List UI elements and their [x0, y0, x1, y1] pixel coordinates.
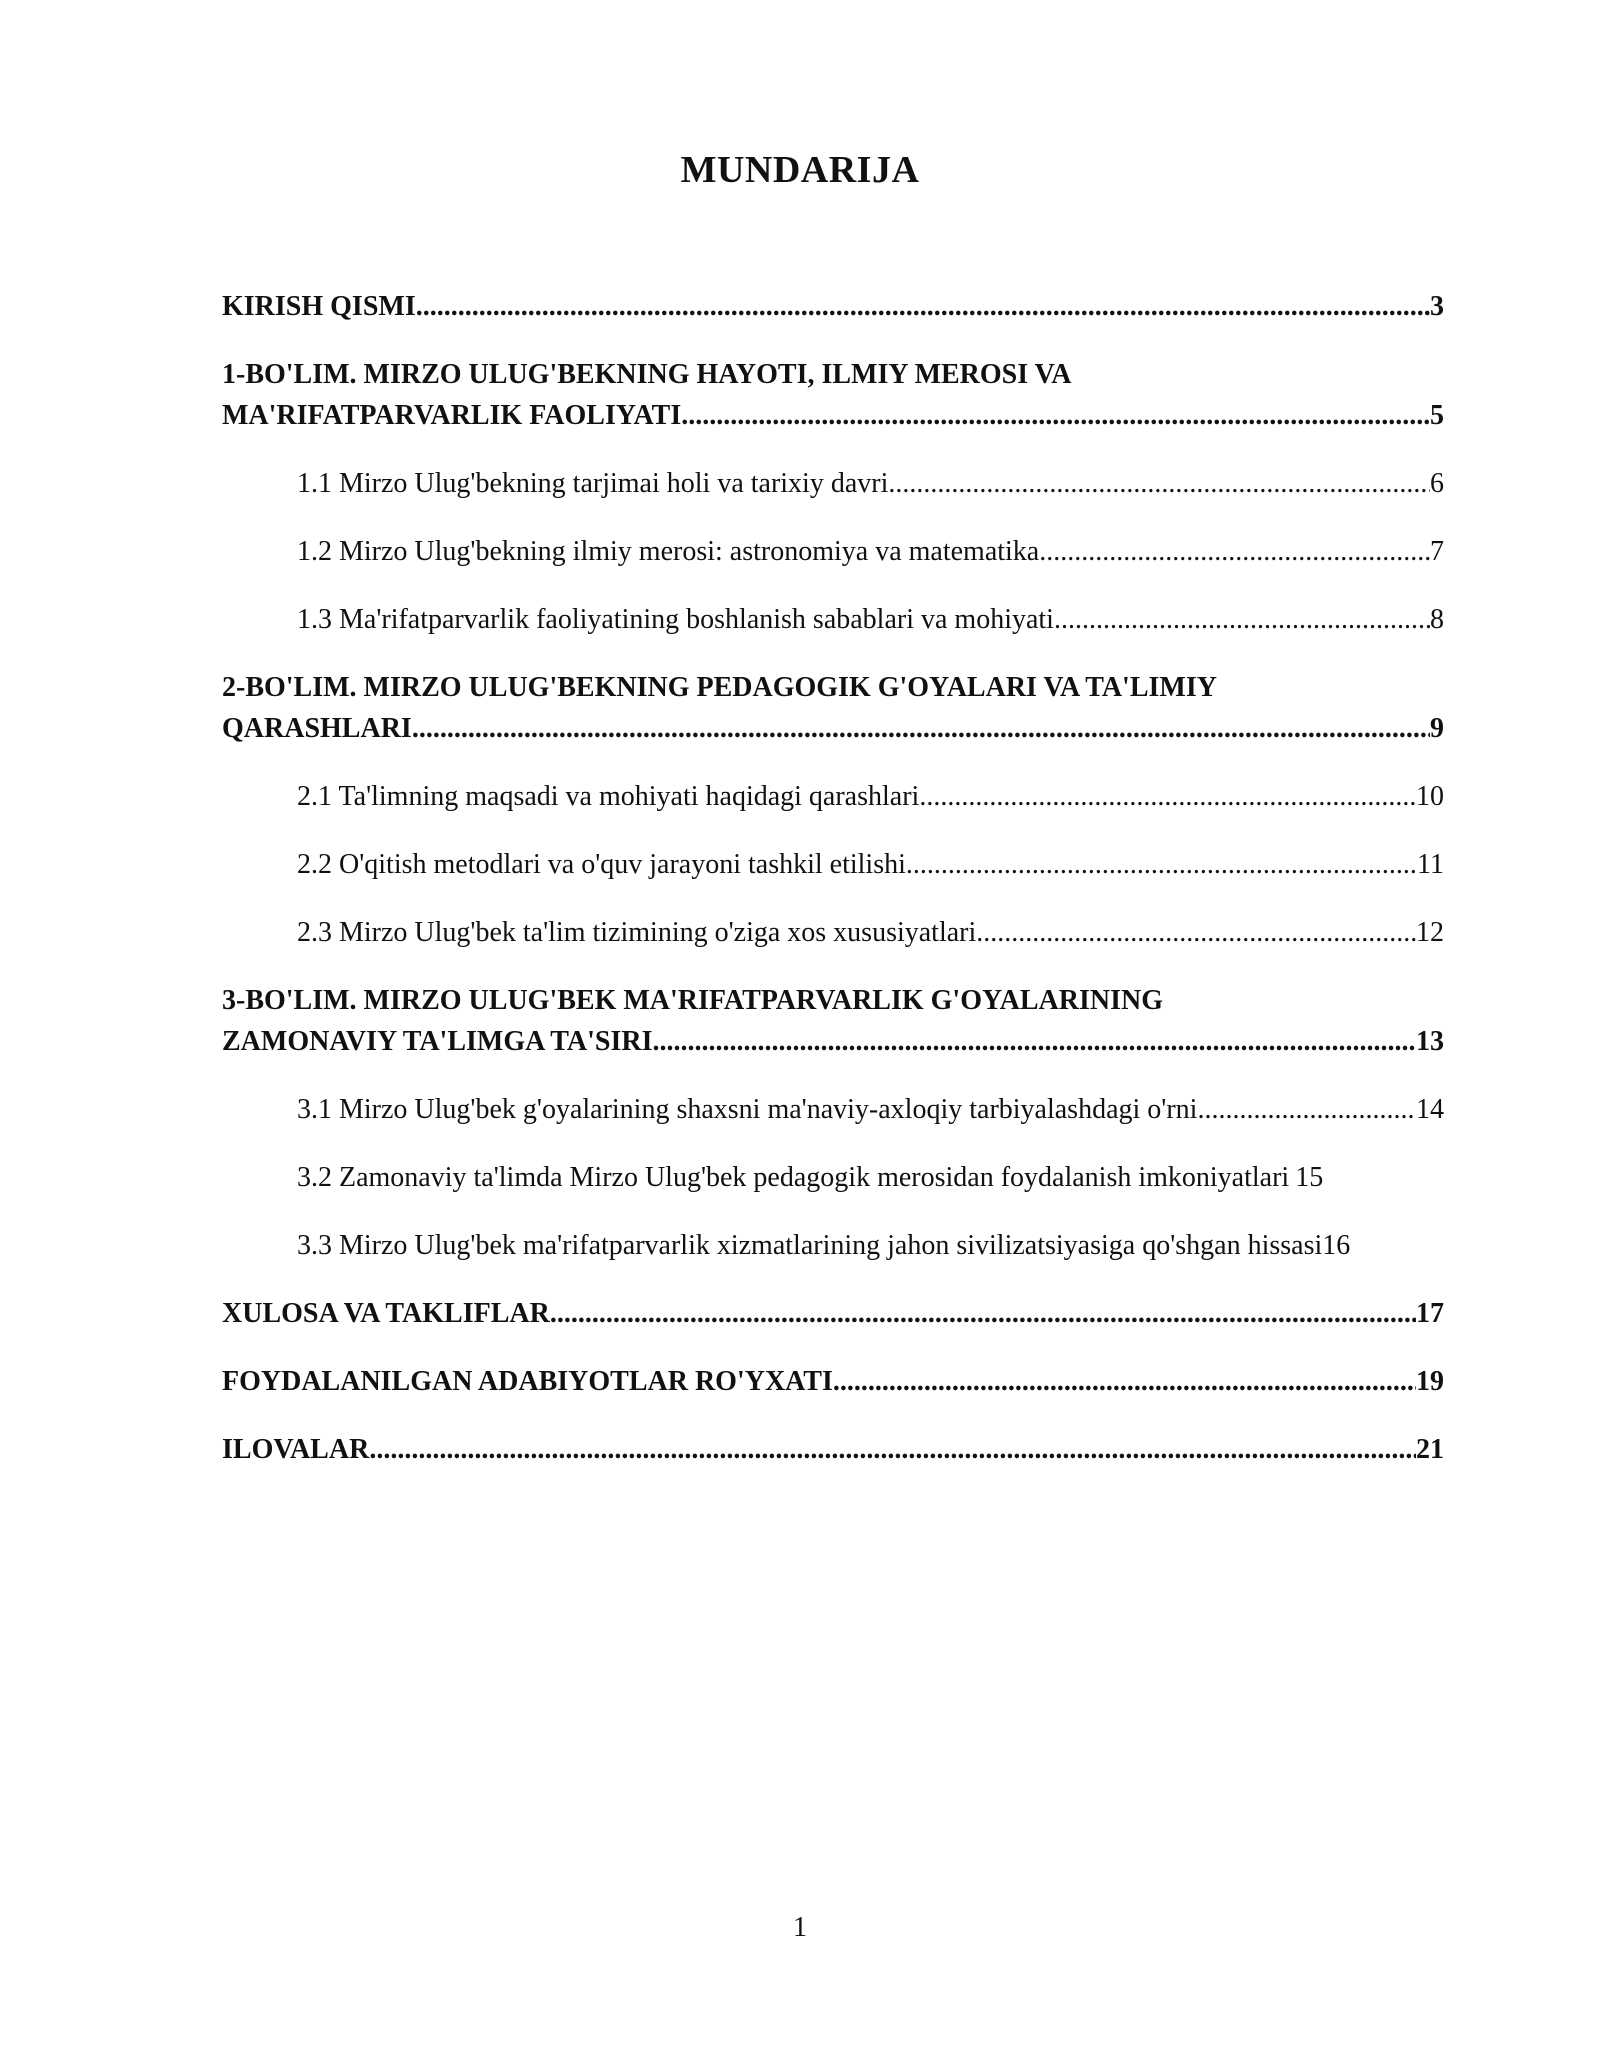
- toc-page-number: 15: [1295, 1162, 1324, 1193]
- toc-leader-dots: [550, 1293, 1416, 1334]
- toc-page-number: 14: [1416, 1094, 1444, 1125]
- toc-entry-text: XULOSA VA TAKLIFLAR: [222, 1298, 550, 1329]
- toc-page-number: 21: [1416, 1434, 1444, 1465]
- toc-entry-text: ZAMONAVIY TA'LIMGA TA'SIRI: [222, 1026, 653, 1057]
- toc-leader-dots: [652, 1021, 1416, 1062]
- toc-leader-dots: [416, 286, 1430, 327]
- toc-entry-text: QARASHLARI: [222, 713, 412, 744]
- toc-entry-3-3[interactable]: [222, 1225, 1444, 1266]
- toc-page-number: 10: [1416, 781, 1444, 812]
- toc-entry-2-3[interactable]: [222, 912, 1444, 953]
- toc-page-number: 17: [1416, 1298, 1444, 1329]
- toc-entry-text: MA'RIFATPARVARLIK FAOLIYATI: [222, 400, 682, 431]
- toc-page-number: 6: [1430, 468, 1444, 499]
- toc-page-number: 11: [1417, 849, 1444, 880]
- toc-leader-dots: [369, 1429, 1416, 1470]
- toc-entry-chapter-1[interactable]: [222, 354, 1444, 436]
- toc-entry-text: 2.3 Mirzo Ulug'bek ta'lim tizimining o'ziga xos xususiyatlari: [297, 917, 977, 948]
- toc-entry-3-1[interactable]: [222, 1089, 1444, 1130]
- page-title: MUNDARIJA: [680, 149, 920, 191]
- toc-leader-dots: [1039, 531, 1430, 572]
- toc-entry-1-1[interactable]: [222, 463, 1444, 504]
- toc-entry-1-3[interactable]: [222, 599, 1444, 640]
- toc-leader-dots: [919, 776, 1416, 817]
- toc-entry-appendices[interactable]: [222, 1429, 1444, 1470]
- toc-page-number: 16: [1322, 1230, 1351, 1261]
- toc-entry-heading-line: 2-BO'LIM. MIRZO ULUG'BEKNING PEDAGOGIK G'OYALARI VA TA'LIMIY: [222, 672, 1217, 703]
- toc-entry-chapter-3[interactable]: [222, 980, 1444, 1062]
- toc-entry-text: 2.1 Ta'limning maqsadi va mohiyati haqidagi qarashlari: [297, 781, 920, 812]
- toc-page-number: 13: [1416, 1026, 1444, 1057]
- toc-leader-dots: [888, 463, 1430, 504]
- toc-entry-intro[interactable]: [222, 286, 1444, 327]
- toc-entry-chapter-2[interactable]: [222, 667, 1444, 749]
- toc-entry-text: 3.2 Zamonaviy ta'limda Mirzo Ulug'bek pedagogik merosidan foydalanish imkoniyatlari: [297, 1162, 1290, 1193]
- toc-leader-dots: [1054, 599, 1430, 640]
- toc-page-number: 5: [1430, 400, 1444, 431]
- toc-entry-text: 1.2 Mirzo Ulug'bekning ilmiy merosi: astronomiya va matematika: [297, 536, 1040, 567]
- toc-entry-text: ILOVALAR: [222, 1434, 370, 1465]
- toc-leader-dots: [906, 844, 1417, 885]
- toc-entry-text: FOYDALANILGAN ADABIYOTLAR RO'YXATI: [222, 1366, 833, 1397]
- toc-entry-heading-line: 3-BO'LIM. MIRZO ULUG'BEK MA'RIFATPARVARLIK G'OYALARINING: [222, 985, 1163, 1016]
- toc-entry-text: 2.2 O'qitish metodlari va o'quv jarayoni tashkil etilishi: [297, 849, 906, 880]
- toc-entry-text: 1.3 Ma'rifatparvarlik faoliyatining boshlanish sabablari va mohiyati: [297, 604, 1054, 635]
- toc-leader-dots: [833, 1361, 1416, 1402]
- toc-entry-references[interactable]: [222, 1361, 1444, 1402]
- toc-entry-text: KIRISH QISMI: [222, 291, 416, 322]
- toc-entry-text: 3.1 Mirzo Ulug'bek g'oyalarining shaxsni ma'naviy-axloqiy tarbiyalashdagi o'rni: [297, 1094, 1198, 1125]
- toc-entry-2-2[interactable]: [222, 844, 1444, 885]
- toc-page-number: 7: [1430, 536, 1444, 567]
- toc-leader-dots: [976, 912, 1416, 953]
- toc-page-number: 12: [1416, 917, 1444, 948]
- toc-leader-dots: [1197, 1089, 1416, 1130]
- table-of-contents: [222, 286, 1444, 1497]
- toc-leader-dots: [681, 395, 1430, 436]
- toc-entry-1-2[interactable]: [222, 531, 1444, 572]
- toc-entry-heading-line: 1-BO'LIM. MIRZO ULUG'BEKNING HAYOTI, ILMIY MEROSI VA: [222, 359, 1072, 390]
- toc-page-number: 19: [1416, 1366, 1444, 1397]
- toc-entry-text: 3.3 Mirzo Ulug'bek ma'rifatparvarlik xizmatlarining jahon sivilizatsiyasiga qo'shgan hissasi: [297, 1230, 1323, 1261]
- toc-entry-2-1[interactable]: [222, 776, 1444, 817]
- toc-entry-text: 1.1 Mirzo Ulug'bekning tarjimai holi va tarixiy davri: [297, 468, 889, 499]
- page-number: 1: [793, 1912, 807, 1943]
- toc-entry-3-2[interactable]: [222, 1157, 1444, 1198]
- toc-leader-dots: [412, 708, 1430, 749]
- toc-page-number: 9: [1430, 713, 1444, 744]
- toc-page-number: 8: [1430, 604, 1444, 635]
- toc-page-number: 3: [1430, 291, 1444, 322]
- toc-entry-conclusion[interactable]: [222, 1293, 1444, 1334]
